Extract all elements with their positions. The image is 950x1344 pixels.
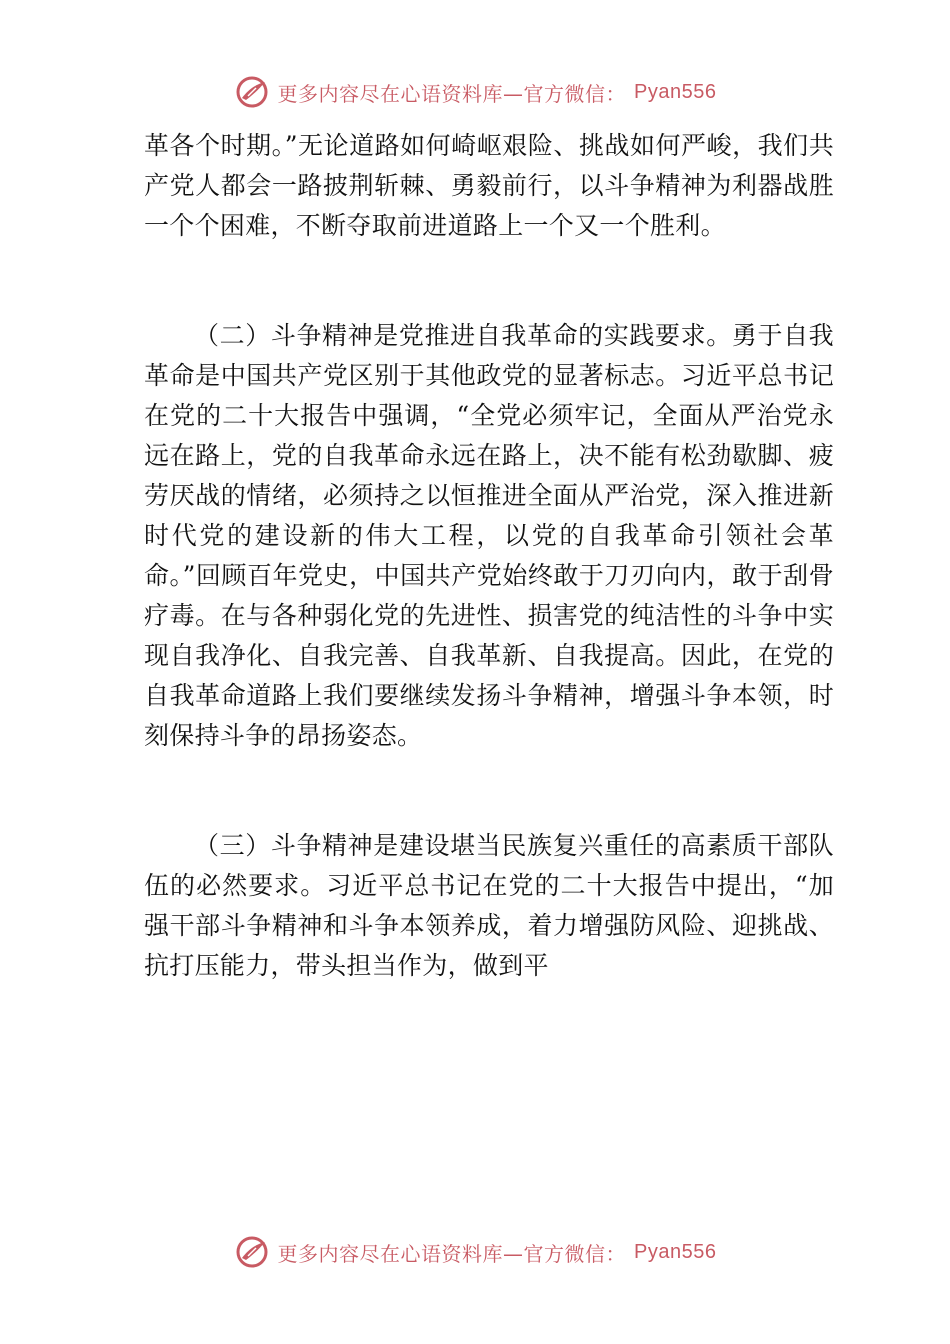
footer-watermark — [0, 1232, 950, 1272]
paragraph-section-3: （三）斗争精神是建设堪当民族复兴重任的高素质干部队伍的必然要求。习近平总书记在党的二十大报告中提出，“加强干部斗争精神和斗争本领养成，着力增强防风险、迎挑战、抗打压能力，带头担当作为，做到平 — [144, 831, 834, 980]
header-watermark — [0, 72, 950, 112]
paragraph-gap — [144, 246, 834, 316]
brush-logo-icon — [234, 1234, 270, 1270]
paragraph-gap — [144, 756, 834, 826]
document-body — [144, 126, 834, 986]
paragraph-section-2: （二）斗争精神是党推进自我革命的实践要求。勇于自我革命是中国共产党区别于其他政党的显著标志。习近平总书记在党的二十大报告中强调，“全党必须牢记，全面从严治党永远在路上，党的自我革命永远在路上，决不能有松劲歇脚、疲劳厌战的情绪，必须持之以恒推进全面从严治党，深入推进新时代党的建设新的伟大工程，以党的自我革命引领社会革命。”回顾百年党史，中国共产党始终敢于刀刃向内，敢于刮骨疗毒。在与各种弱化党的先进性、损害党的纯洁性的斗争中实现自我净化、自我完善、自我革新、自我提高。因此，在党的自我革命道路上我们要继续发扬斗争精神，增强斗争本领，时刻保持斗争的昂扬姿态。 — [144, 321, 834, 750]
watermark-text: 更多内容尽在心语资料库—官方微信： — [277, 81, 627, 106]
paragraph-continued: 革各个时期。”无论道路如何崎岖艰险、挑战如何严峻，我们共产党人都会一路披荆斩棘、勇毅前行，以斗争精神为利器战胜一个个困难，不断夺取前进道路上一个又一个胜利。 — [144, 131, 834, 240]
watermark-contact: Pyan556 — [634, 1240, 717, 1263]
watermark-text: 更多内容尽在心语资料库—官方微信： — [277, 1241, 627, 1266]
brush-logo-icon — [234, 74, 270, 110]
watermark-contact: Pyan556 — [634, 80, 717, 103]
